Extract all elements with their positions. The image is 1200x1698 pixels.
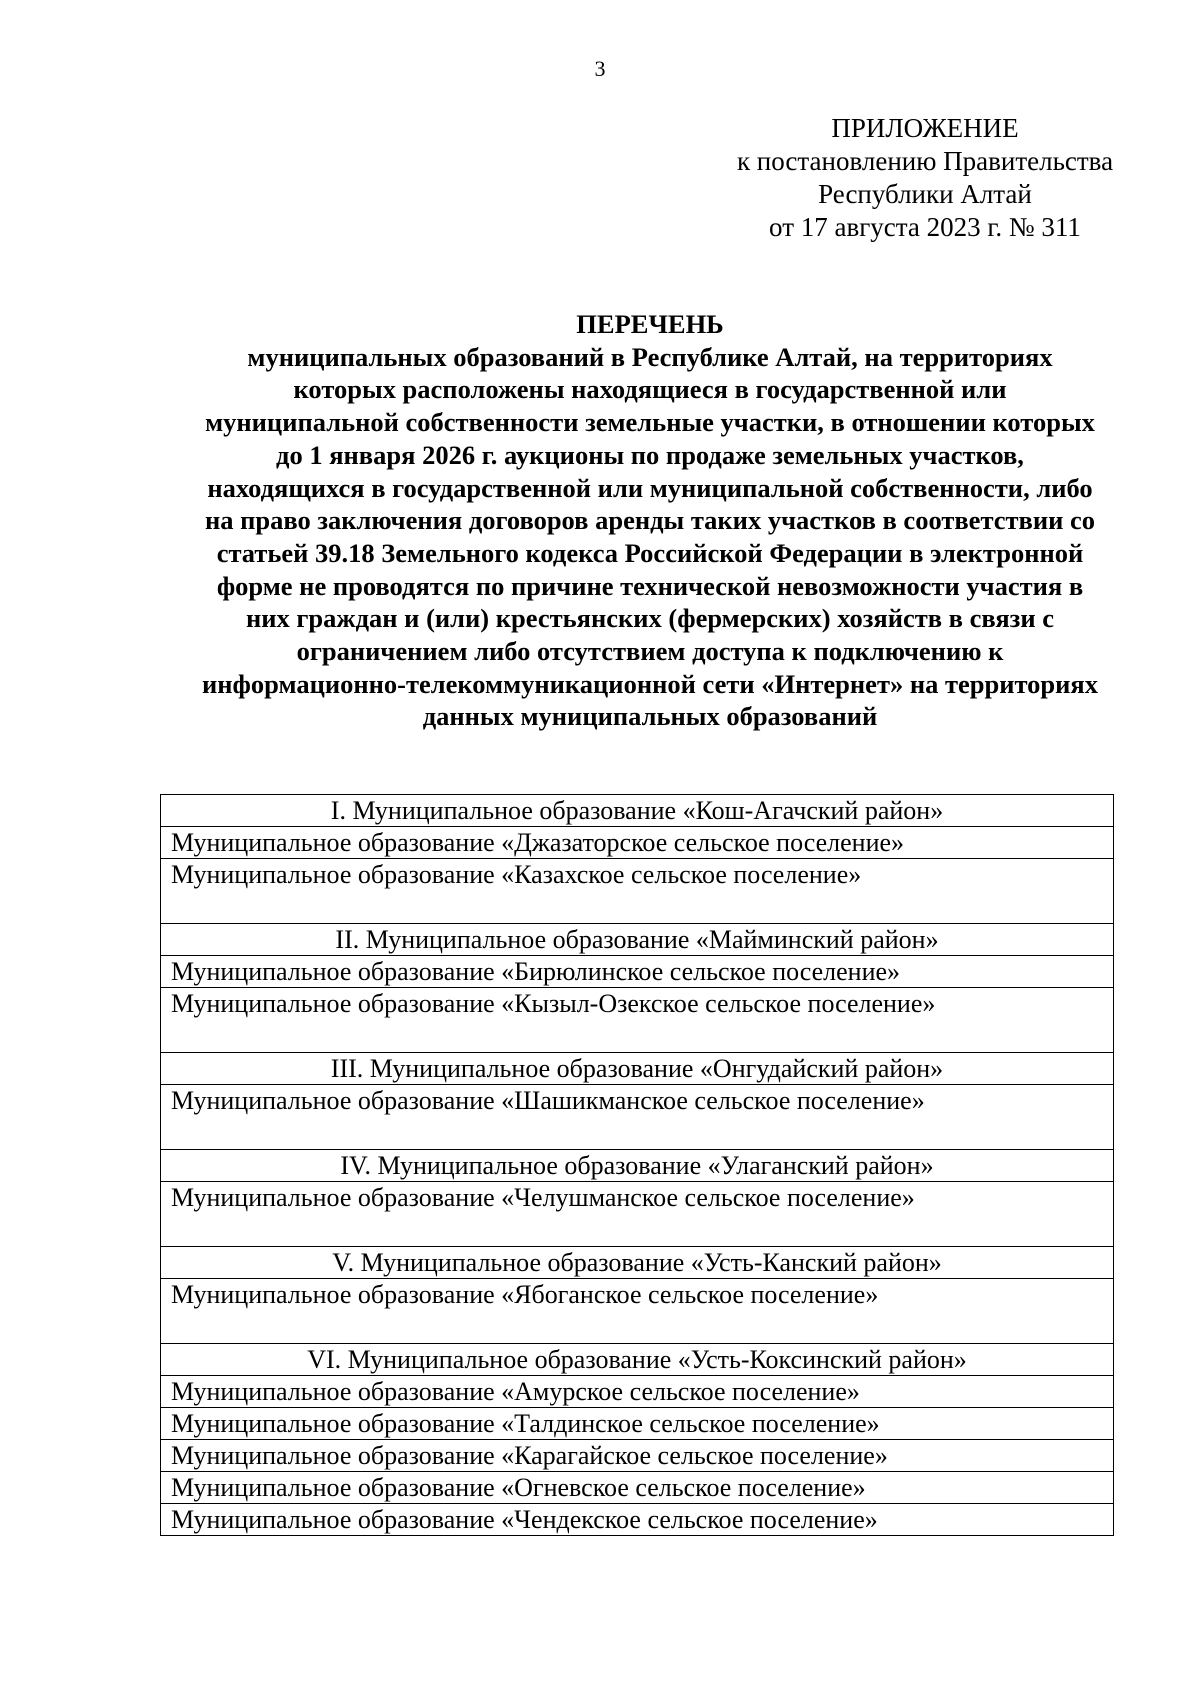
settlement-cell: Муниципальное образование «Ябоганское сельское поселение» [161,1279,1114,1344]
appendix-block [720,112,1130,244]
district-cell: III. Муниципальное образование «Онгудайский район» [161,1053,1114,1085]
settlement-row [161,1408,1114,1440]
title-heading: ПЕРЕЧЕНЬ [576,309,724,339]
appendix-line: к постановлению Правительства [736,146,1114,176]
settlement-cell: Муниципальное образование «Джазаторское сельское поселение» [161,827,1114,859]
district-row [161,924,1114,956]
district-cell: VI. Муниципальное образование «Усть-Коксинский район» [161,1344,1114,1376]
settlement-row [161,1182,1114,1247]
settlement-row [161,859,1114,924]
district-row [161,1344,1114,1376]
settlement-row [161,956,1114,988]
page-number: 3 [594,56,606,81]
district-row [161,795,1114,827]
title-line: муниципальной собственности земельные участки, в отношении которых [205,407,1095,438]
settlement-row [161,1472,1114,1504]
title-line: муниципальных образований в Республике Алтай, на территориях [247,341,1053,372]
settlement-row [161,1376,1114,1408]
title-line: форме не проводятся по причине технической невозможности участия в [216,570,1084,601]
district-cell: V. Муниципальное образование «Усть-Канский район» [161,1247,1114,1279]
title-line: находящихся в государственной или муниципальной собственности, либо [207,472,1093,503]
municipalities-table [160,794,1114,1536]
settlement-cell: Муниципальное образование «Талдинское сельское поселение» [161,1408,1114,1440]
title-line: до 1 января 2026 г. аукционы по продаже земельных участков, [276,439,1024,470]
title-line: данных муниципальных образований [422,701,878,732]
title-line: информационно-телекоммуникационной сети «Интернет» на территориях [201,668,1099,699]
appendix-line: Республики Алтай [818,179,1032,209]
title-line: них граждан и (или) крестьянских (фермерских) хозяйств в связи с [245,603,1054,634]
settlement-row [161,1085,1114,1150]
settlement-row [161,1504,1114,1536]
settlement-cell: Муниципальное образование «Шашикманское сельское поселение» [161,1085,1114,1150]
district-row [161,1247,1114,1279]
settlement-row [161,1279,1114,1344]
district-cell: II. Муниципальное образование «Майминский район» [161,924,1114,956]
settlement-cell: Муниципальное образование «Чендекское сельское поселение» [161,1504,1114,1536]
settlement-cell: Муниципальное образование «Казахское сельское поселение» [161,859,1114,924]
title-line: ограничением либо отсутствием доступа к подключению к [296,636,1004,667]
appendix-date-number: от 17 августа 2023 г. № 311 [769,212,1081,242]
district-cell: IV. Муниципальное образование «Улаганский район» [161,1150,1114,1182]
settlement-cell: Муниципальное образование «Огневское сельское поселение» [161,1472,1114,1504]
appendix-heading: ПРИЛОЖЕНИЕ [831,113,1019,143]
district-row [161,1053,1114,1085]
settlement-cell: Муниципальное образование «Амурское сельское поселение» [161,1376,1114,1408]
document-title [160,308,1140,733]
settlement-cell: Муниципальное образование «Челушманское сельское поселение» [161,1182,1114,1247]
settlement-row [161,827,1114,859]
title-line: статьей 39.18 Земельного кодекса Российской Федерации в электронной [216,537,1084,568]
settlement-row [161,988,1114,1053]
settlement-cell: Муниципальное образование «Карагайское сельское поселение» [161,1440,1114,1472]
settlement-cell: Муниципальное образование «Бирюлинское сельское поселение» [161,956,1114,988]
settlement-cell: Муниципальное образование «Кызыл-Озекское сельское поселение» [161,988,1114,1053]
title-line: на право заключения договоров аренды таких участков в соответствии со [204,505,1096,536]
settlement-row [161,1440,1114,1472]
title-line: которых расположены находящиеся в государственной или [293,374,1007,405]
district-row [161,1150,1114,1182]
district-cell: I. Муниципальное образование «Кош-Агачский район» [161,795,1114,827]
